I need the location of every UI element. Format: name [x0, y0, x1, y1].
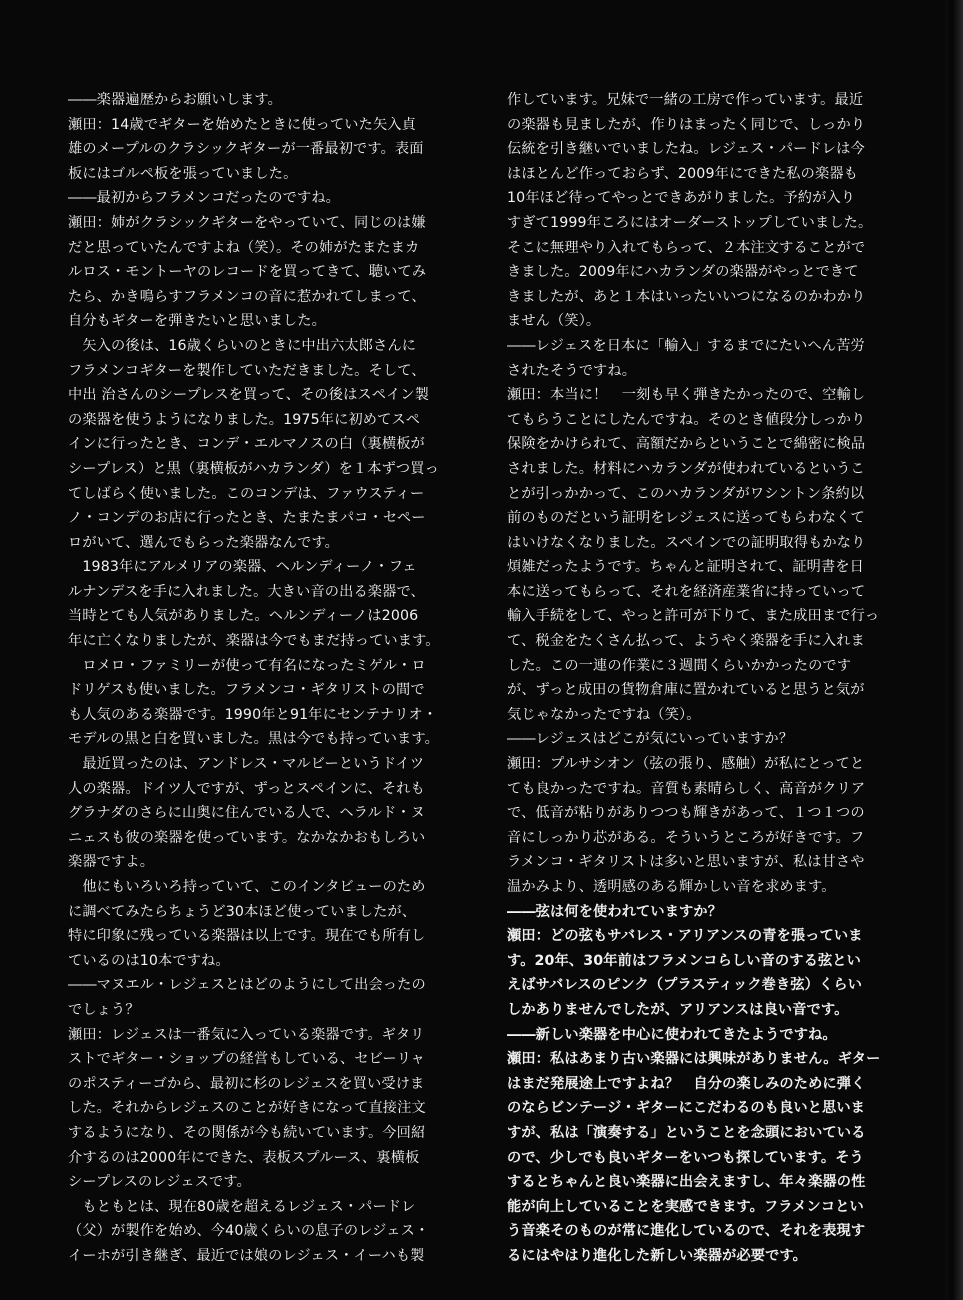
text-line: でしょう？ — [68, 1001, 140, 1018]
text-line: 気じゃなかったですね（笑）。 — [507, 706, 701, 723]
text-line: きましたが、あと１本はいったいいつになるのかわかり — [507, 288, 866, 305]
text-line: 作しています。兄妹で一緒の工房で作っています。最近 — [507, 92, 864, 108]
text-line: 瀬田：14歳でギターを始めたときに使っていた矢入貞 — [68, 116, 416, 133]
left-text-column — [68, 88, 468, 1269]
text-line: す。20年、30年前はフラメンコらしい音のする弦とい — [507, 952, 861, 969]
text-line: で、低音が粘りがありつつも輝きがあって、１つ１つの — [507, 805, 865, 822]
text-line: だと思っていたんですよね（笑）。その姉がたまたまカ — [68, 239, 420, 256]
text-line: はほとんど作っておらず、2009年にできた私の楽器も — [507, 165, 858, 182]
text-line: （父）が製作を始め、今40歳くらいの息子のレジェス・ — [68, 1223, 430, 1240]
text-line: 介するのは2000年にできた、表板スプルース、裏横板 — [68, 1149, 420, 1166]
text-line: 温かみより、透明感のある輝かしい音を求めます。 — [507, 879, 836, 895]
text-line: 最近買ったのは、アンドレス・マルビーというドイツ — [68, 756, 425, 773]
text-line: 本に送ってもらって、それを経済産業省に持っていって — [507, 583, 866, 600]
text-line: 矢入の後は、16歳くらいのときに中出六太郎さんに — [68, 337, 417, 354]
text-line: るにはやはり進化した新しい楽器が必要です。 — [507, 1247, 807, 1264]
text-line: インに行ったとき、コンデ・エルマノスの白（裏横板が — [68, 436, 425, 453]
text-line: のポスティーゴから、最初に杉のレジェスを買い受けま — [68, 1075, 425, 1092]
text-line: 年に亡くなりましたが、楽器は今でもまだ持っています。 — [68, 633, 440, 650]
text-line: した。それからレジェスのことが好きになって直接注文 — [68, 1100, 426, 1117]
text-line: えばサバレスのピンク（プラスティック巻き弦）くらい — [507, 977, 863, 994]
text-line: の楽器を使うようになりました。1975年に初めてスペ — [68, 411, 421, 428]
text-line: ストでギター・ショップの経営もしている、セビーリャ — [68, 1051, 426, 1068]
text-line: たら、かき鳴らすフラメンコの音に惹かれてしまって、 — [68, 288, 426, 305]
text-line: するとちゃんと良い楽器に出会えますし、年々楽器の性 — [507, 1174, 866, 1191]
text-line: するようになり、その関係が今も続いています。今回紹 — [68, 1124, 426, 1141]
text-line: イーホが引き継ぎ、最近では娘のレジェス・イーハも製 — [68, 1247, 425, 1264]
text-line: 瀬田：姉がクラシックギターをやっていて、同じのは嫌 — [68, 214, 426, 231]
text-line: てしばらく使いました。このコンデは、ファウスティー — [68, 485, 425, 502]
text-line: ラメンコ・ギタリストは多いと思いますが、私は甘さや — [507, 854, 865, 871]
text-line: もともとは、現在80歳を超えるレジェス・パードレ — [68, 1198, 416, 1215]
text-line: ――楽器遍歴からお願いします。 — [68, 92, 282, 108]
text-line: 他にもいろいろ持っていて、このインタビューのため — [68, 879, 426, 895]
text-line: 瀬田：どの弦もサバレス・アリアンスの青を張っていま — [507, 928, 863, 945]
text-line: シープレスのレジェスです。 — [68, 1174, 251, 1191]
right-text-column — [507, 88, 907, 1269]
text-line: ――マヌエル・レジェスとはどのようにして出会ったの — [68, 977, 426, 994]
text-line: ニェスも彼の楽器を使っています。なかなかおもしろい — [68, 829, 426, 846]
text-line: フラメンコギターを製作していただきました。そして、 — [68, 362, 426, 379]
text-line: が、ずっと成田の貨物倉庫に置かれていると思うと気が — [507, 682, 865, 699]
text-line: そこに無理やり入れてもらって、２本注文することがで — [507, 239, 866, 256]
text-line: に調べてみたらちょうど30本ほど使っていましたが、 — [68, 903, 417, 920]
text-line: はまだ発展途上ですよね？ 自分の楽しみのために弾く — [507, 1075, 866, 1092]
text-line: モデルの黒と白を買いました。黒は今でも持っています。 — [68, 731, 439, 748]
text-line: 自分もギターを弾きたいと思いました。 — [68, 313, 326, 330]
text-line: しかありませんでしたが、アリアンスは良い音です。 — [507, 1001, 849, 1018]
text-line: されたそうですね。 — [507, 362, 637, 379]
text-line: 瀬田：レジェスは一番気に入っている楽器です。ギタリ — [68, 1026, 425, 1043]
text-line: の楽器も見ましたが、作りはまったく同じで、しっかり — [507, 116, 866, 133]
text-line: ――最初からフラメンコだったのですね。 — [68, 190, 340, 207]
page-edge — [945, 0, 963, 1300]
text-line: ているのは10本ですね。 — [68, 952, 230, 969]
text-line: 前のものだという証明をレジェスに送ってもらわなくて — [507, 510, 865, 527]
text-line: ません（笑）。 — [507, 313, 601, 330]
text-line: も人気のある楽器です。1990年と91年にセンテナリオ・ — [68, 706, 438, 723]
text-line: 特に印象に残っている楽器は以上です。現在でも所有し — [68, 928, 426, 945]
text-line: ロがいて、選んでもらった楽器なんです。 — [68, 534, 339, 551]
text-line: した。この一連の作業に３週間くらいかかったのです — [507, 657, 852, 674]
text-line: 瀬田：本当に！ 一刻も早く弾きたかったので、空輸し — [507, 387, 866, 404]
text-line: ノ・コンデのお店に行ったとき、たまたまパコ・セペー — [68, 510, 426, 527]
text-line: ルナンデスを手に入れました。大きい音の出る楽器で、 — [68, 583, 425, 600]
text-line: とが引っかかって、このハカランダがワシントン条約以 — [507, 485, 865, 502]
text-line: ――レジェスはどこが気にいっていますか？ — [507, 731, 794, 748]
text-line: シープレス）と黒（裏横板がハカランダ）を１本ずつ買っ — [68, 460, 439, 477]
text-line: 瀬田：私はあまり古い楽器には興味がありません。ギター — [507, 1051, 881, 1068]
text-line: 能が向上していることを実感できます。フラメンコとい — [507, 1198, 864, 1215]
text-line: ドリゲスも使いました。フラメンコ・ギタリストの間で — [68, 682, 425, 699]
text-line: 瀬田：プルサシオン（弦の張り、感触）が私にとってと — [507, 756, 865, 773]
text-line: 楽器ですよ。 — [68, 854, 155, 871]
text-line: ても良かったですね。音質も素晴らしく、高音がクリア — [507, 780, 866, 797]
text-line: 1983年にアルメリアの楽器、ヘルンディーノ・フェ — [68, 559, 417, 576]
text-line: 煩雑だったようです。ちゃんと証明されて、証明書を日 — [507, 559, 865, 576]
text-line: のならビンテージ・ギターにこだわるのも良いと思いま — [507, 1100, 866, 1117]
text-line: グラナダのさらに山奥に住んでいる人で、ヘラルド・ヌ — [68, 805, 426, 822]
text-line: すぎて1999年ころにはオーダーストップしていました。 — [507, 214, 873, 231]
text-line: 中出 治さんのシープレスを買って、その後はスペイン製 — [68, 387, 430, 404]
text-line: 伝統を引き継いでいましたね。レジェス・パードレは今 — [507, 141, 865, 158]
text-line: てもらうことにしたんですね。そのとき値段分しっかり — [507, 411, 866, 428]
text-line: う音楽そのものが常に進化しているので、それを表現す — [507, 1223, 866, 1240]
text-line: ルロス・モントーヤのレコードを買ってきて、聴いてみ — [68, 264, 427, 281]
text-line: ――レジェスを日本に「輸入」するまでにたいへん苦労 — [507, 337, 865, 354]
text-line: ロメロ・ファミリーが使って有名になったミゲル・ロ — [68, 657, 426, 674]
text-line: きました。2009年にハカランダの楽器がやっとできて — [507, 264, 859, 281]
text-line: ので、少しでも良いギターをいつも探しています。そう — [507, 1149, 864, 1166]
text-line: ――新しい楽器を中心に使われてきたようですね。 — [507, 1026, 837, 1043]
text-line: 保険をかけられて、高額だからということで綿密に検品 — [507, 436, 866, 453]
text-line: 輸入手続をして、やっと許可が下りて、また成田まで行っ — [507, 608, 880, 625]
text-line: 人の楽器。ドイツ人ですが、ずっとスペインに、それも — [68, 780, 425, 797]
text-line: 雄のメープルのクラシックギターが一番最初です。表面 — [68, 141, 424, 158]
text-line: すが、私は「演奏する」ということを念頭においている — [507, 1124, 866, 1141]
text-line: 板にはゴルペ板を張っていました。 — [68, 165, 298, 182]
text-line: て、税金をたくさん払って、ようやく楽器を手に入れま — [507, 633, 865, 650]
text-line: 10年ほど待ってやっとできあがりました。予約が入り — [507, 190, 856, 207]
text-line: されました。材料にハカランダが使われているというこ — [507, 460, 865, 477]
text-line: 当時とても人気がありました。ヘルンディーノは2006 — [68, 608, 419, 625]
text-line: 音にしっかり芯がある。そういうところが好きです。フ — [507, 829, 865, 846]
text-line: はいけなくなりました。スペインでの証明取得もかなり — [507, 534, 866, 551]
text-line: ――弦は何を使われていますか？ — [507, 903, 723, 920]
